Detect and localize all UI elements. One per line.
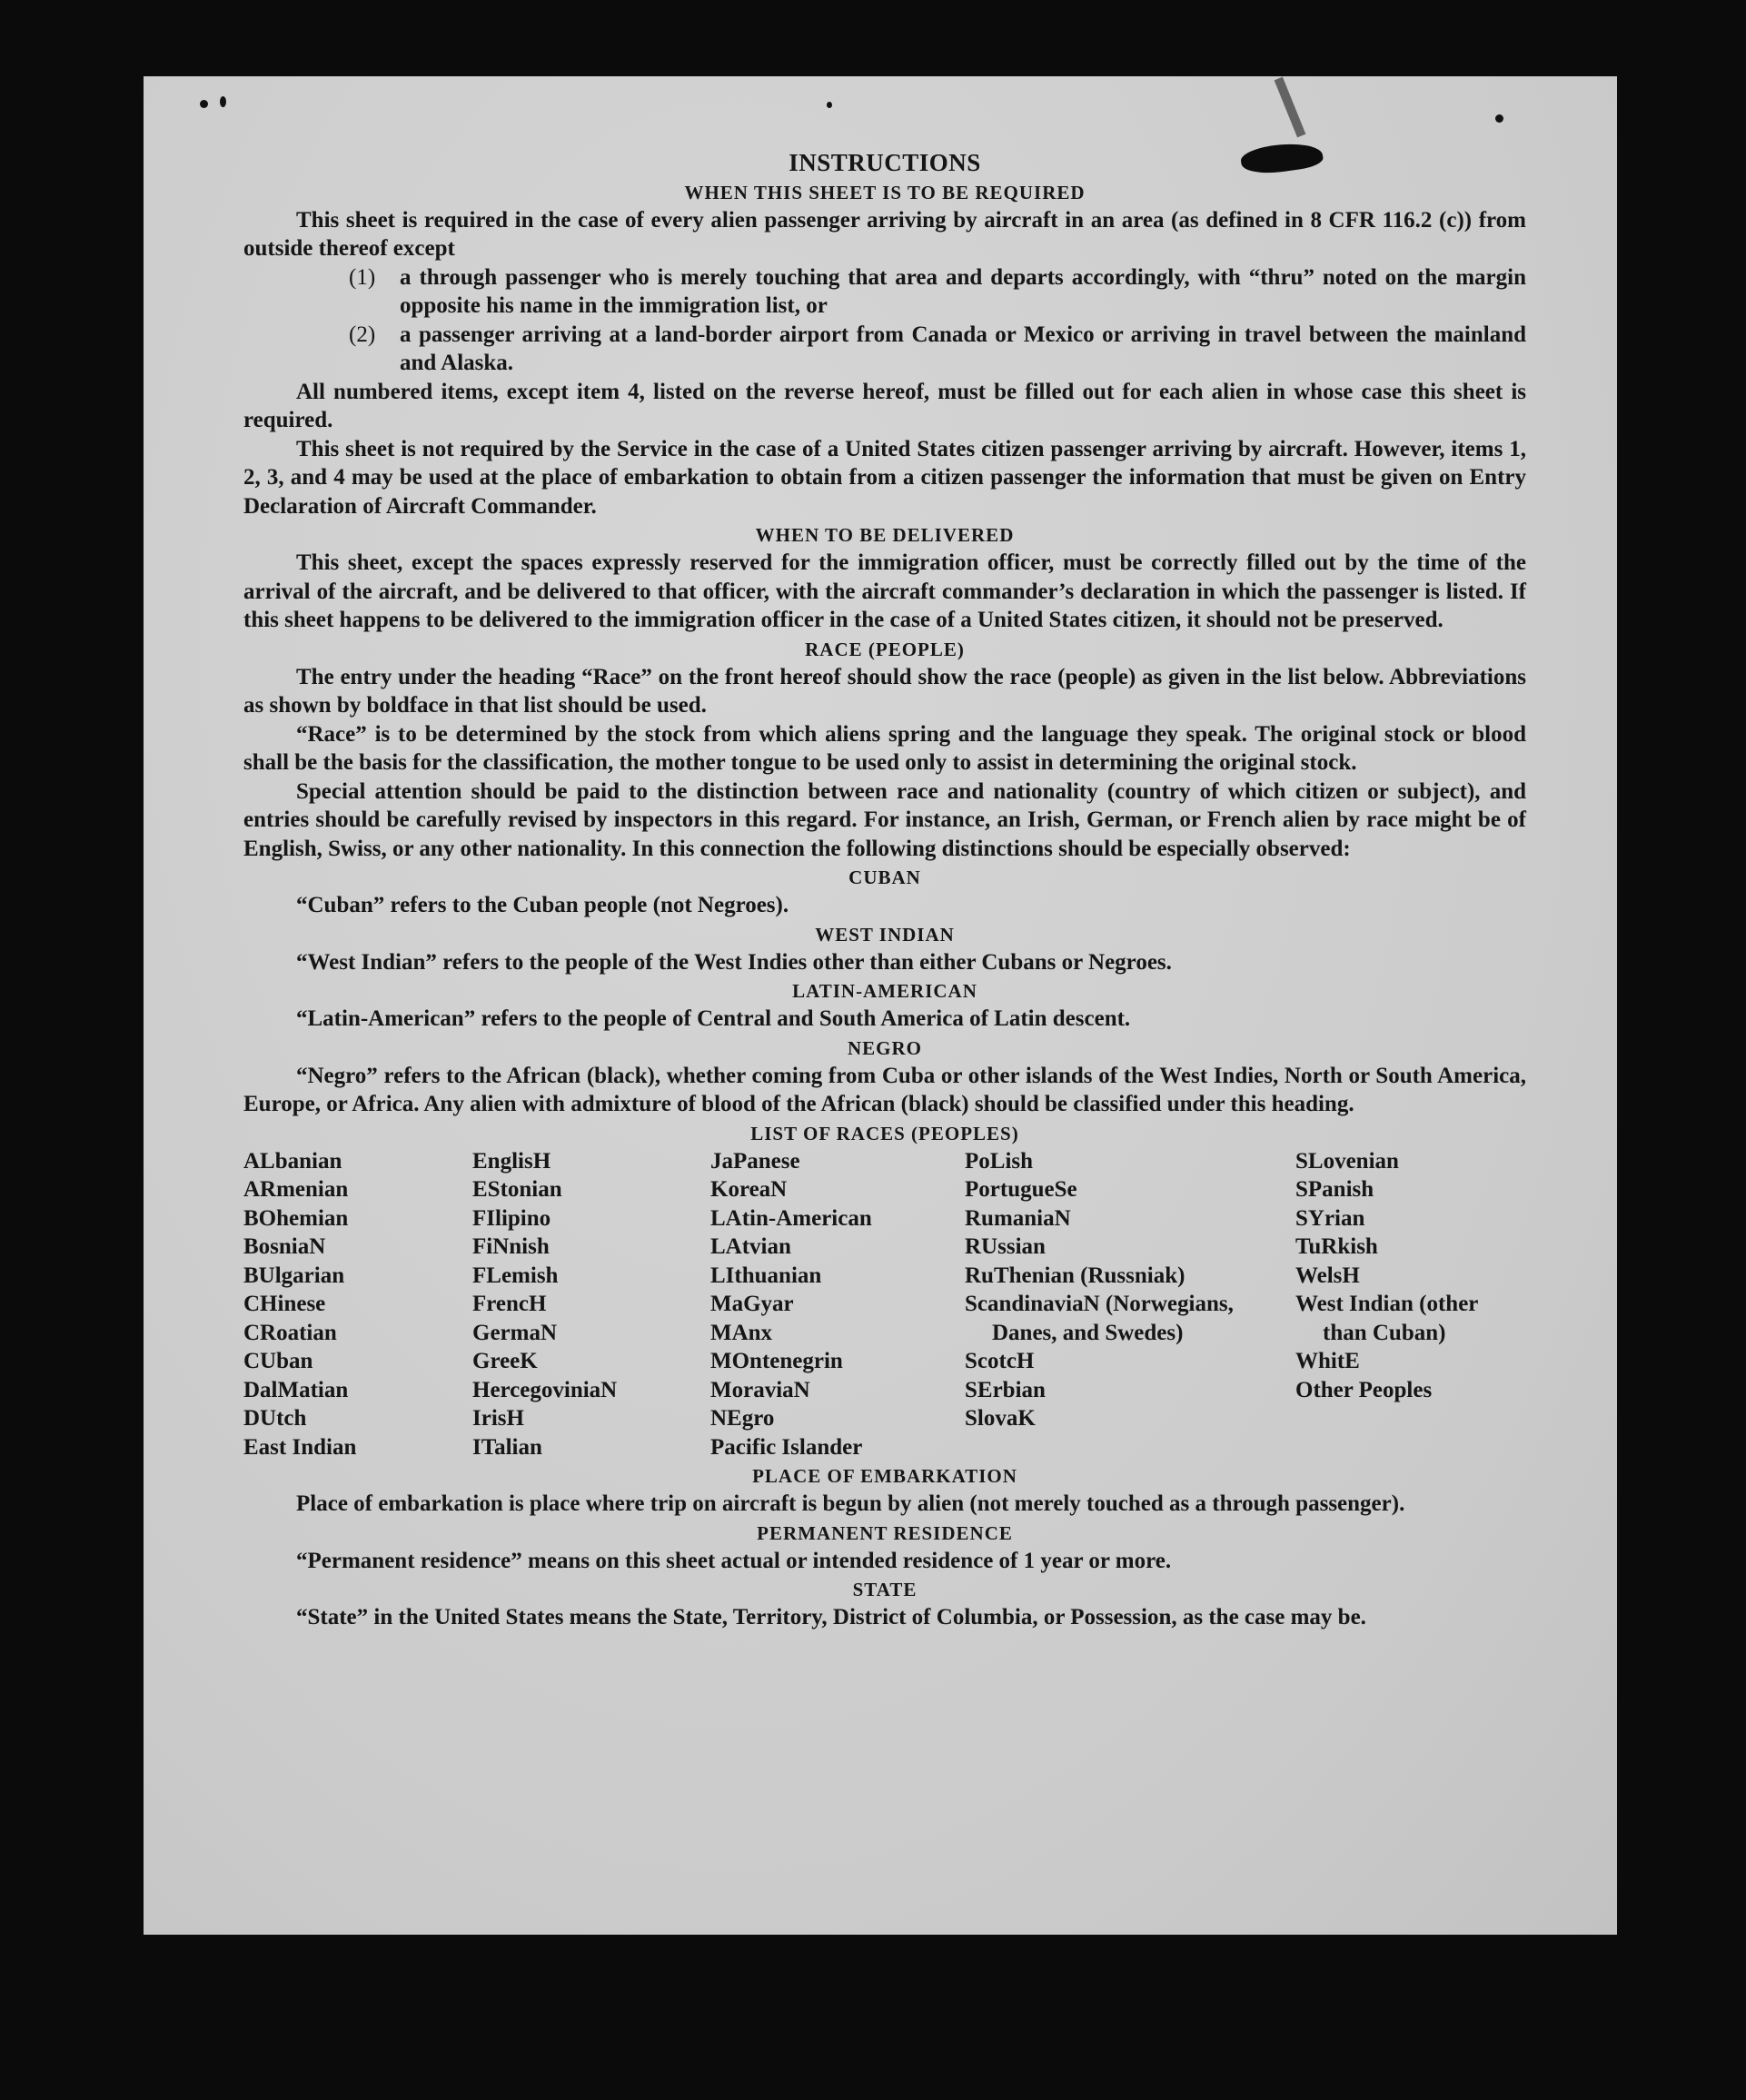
race-entry: Other Peoples — [1295, 1377, 1433, 1402]
section-heading-state: STATE — [852, 1579, 918, 1600]
race-entry: PortugueSe — [965, 1177, 1077, 1202]
paragraph: The entry under the heading “Race” on the front hereof should show the race (people) as given in the list below. Abbreviations as shown by boldface in that list should be used. — [243, 664, 1526, 718]
race-entry: MaGyar — [710, 1292, 794, 1316]
staple-mark — [1275, 77, 1306, 138]
race-entry: WelsH — [1295, 1263, 1360, 1288]
race-entry: KoreaN — [710, 1177, 788, 1202]
race-entry: West Indian (other than Cuban) — [1295, 1292, 1478, 1345]
race-entry: RuThenian (Russniak) — [965, 1263, 1185, 1288]
list-item — [243, 321, 1526, 378]
race-entry: ScandinaviaN (Norwegians, Danes, and Swedes) — [965, 1292, 1234, 1345]
race-entry: GreeK — [472, 1349, 538, 1373]
speck — [200, 100, 208, 108]
instructions-content — [243, 149, 1526, 1632]
race-entry: BosniaN — [243, 1234, 326, 1259]
race-entry: SLovenian — [1295, 1148, 1399, 1174]
race-entry: ARmenian — [243, 1177, 349, 1202]
race-entry: FLemish — [472, 1263, 559, 1288]
race-entry: MAnx — [710, 1320, 773, 1345]
races-column — [710, 1147, 965, 1462]
race-entry: JaPanese — [710, 1148, 800, 1174]
speck — [1495, 114, 1503, 123]
paragraph: “Race” is to be determined by the stock from which aliens spring and the language they speak. The original stock or blood shall be the basis for the classification, the mother tongue to be used only to assist in determining the original stock. — [243, 721, 1526, 775]
race-entry: BUlgarian — [243, 1263, 345, 1288]
race-entry: LAtin-American — [710, 1205, 872, 1231]
race-entry: ITalian — [472, 1434, 542, 1460]
race-entry: DUtch — [243, 1406, 307, 1431]
item-text: a passenger arriving at a land-border airport from Canada or Mexico or arriving in travel between the mainland and Alaska. — [400, 322, 1526, 375]
section-heading-latin-american: LATIN-AMERICAN — [792, 980, 977, 1002]
race-entry: DalMatian — [243, 1377, 349, 1402]
race-entry: NEgro — [710, 1406, 775, 1431]
races-column — [1295, 1147, 1526, 1462]
speck — [220, 96, 226, 107]
paragraph: “Cuban” refers to the Cuban people (not Negroes). — [296, 893, 789, 917]
paragraph: Place of embarkation is place where trip on aircraft is begun by alien (not merely touched as a through passenger). — [296, 1491, 1405, 1516]
race-entry: TuRkish — [1295, 1234, 1378, 1259]
race-entry: CHinese — [243, 1292, 326, 1316]
race-entry: East Indian — [243, 1434, 357, 1460]
paragraph: This sheet is required in the case of every alien passenger arriving by aircraft in an area (as defined in 8 CFR 116.2 (c)) from outside thereof except — [243, 207, 1526, 261]
race-entry: SErbian — [965, 1377, 1046, 1402]
race-entry: LAtvian — [710, 1234, 791, 1259]
race-entry: RumaniaN — [965, 1205, 1071, 1231]
section-heading-negro: NEGRO — [847, 1036, 922, 1059]
races-column — [472, 1147, 710, 1462]
race-entry: IrisH — [472, 1406, 524, 1431]
race-entry: MoraviaN — [710, 1377, 810, 1402]
section-heading-cuban: CUBAN — [848, 867, 921, 888]
race-entry: ALbanian — [243, 1148, 342, 1174]
section-heading-delivered: WHEN TO BE DELIVERED — [755, 524, 1015, 546]
race-entry: FrencH — [472, 1292, 547, 1316]
list-item — [243, 263, 1526, 321]
document-sheet — [144, 76, 1617, 1935]
race-entry: RUssian — [965, 1234, 1046, 1259]
section-heading-west-indian: WEST INDIAN — [815, 923, 955, 946]
race-entry: SPanish — [1295, 1177, 1374, 1202]
race-entry: FIlipino — [472, 1205, 551, 1231]
paragraph: “Latin-American” refers to the people of Central and South America of Latin descent. — [296, 1006, 1131, 1031]
race-entry: MOntenegrin — [710, 1349, 843, 1373]
race-entry: CUban — [243, 1349, 313, 1373]
race-entry: SYrian — [1295, 1205, 1365, 1231]
speck — [827, 102, 832, 108]
race-entry: Pacific Islander — [710, 1434, 863, 1460]
item-number: (2) — [349, 322, 376, 347]
paragraph: “West Indian” refers to the people of the West Indies other than either Cubans or Negroes. — [296, 949, 1172, 975]
race-entry: WhitE — [1295, 1349, 1360, 1373]
paragraph: “Permanent residence” means on this sheet actual or intended residence of 1 year or more. — [296, 1548, 1172, 1573]
races-list — [243, 1147, 1526, 1462]
races-column — [243, 1147, 472, 1462]
race-entry: CRoatian — [243, 1320, 337, 1345]
section-heading-required: WHEN THIS SHEET IS TO BE REQUIRED — [684, 181, 1086, 203]
paragraph: “State” in the United States means the State, Territory, District of Columbia, or Possession, as the case may be. — [296, 1605, 1366, 1629]
race-entry: ScotcH — [965, 1349, 1035, 1373]
page-title: INSTRUCTIONS — [789, 149, 981, 176]
race-entry: PoLish — [965, 1148, 1034, 1174]
race-entry: GermaN — [472, 1320, 558, 1345]
race-entry: LIthuanian — [710, 1263, 822, 1288]
race-entry: BOhemian — [243, 1205, 349, 1231]
section-heading-race: RACE (PEOPLE) — [805, 638, 965, 660]
races-column — [965, 1147, 1295, 1462]
paragraph: Special attention should be paid to the distinction between race and nationality (country of which citizen or subject), and entries should be carefully revised by inspectors in this regard. For instance, an Irish, German, or French alien by race might be of English, Swiss, or any other nationality. In this connection the following distinctions should be especially observed: — [243, 778, 1526, 861]
section-heading-embarkation: PLACE OF EMBARKATION — [752, 1465, 1017, 1487]
race-entry: HercegoviniaN — [472, 1377, 618, 1402]
race-entry: FiNnish — [472, 1234, 550, 1259]
section-heading-list-of-races: LIST OF RACES (PEOPLES) — [750, 1122, 1019, 1144]
race-entry: EnglisH — [472, 1148, 551, 1174]
item-text: a through passenger who is merely touching that area and departs accordingly, with “thru” noted on the margin opposite his name in the immigration list, or — [400, 264, 1526, 318]
item-number: (1) — [349, 264, 376, 290]
paragraph: All numbered items, except item 4, listed on the reverse hereof, must be filled out for each alien in whose case this sheet is required. — [243, 379, 1526, 432]
section-heading-residence: PERMANENT RESIDENCE — [757, 1521, 1013, 1544]
race-entry: EStonian — [472, 1177, 562, 1202]
paragraph: “Negro” refers to the African (black), whether coming from Cuba or other islands of the West Indies, North or South America, Europe, or Africa. Any alien with admixture of blood of the African (black) should be classified under this heading. — [243, 1063, 1526, 1116]
paragraph: This sheet is not required by the Service in the case of a United States citizen passenger arriving by aircraft. However, items 1, 2, 3, and 4 may be used at the place of embarkation to obtain from a citizen passenger the information that must be given on Entry Declaration of Aircraft Commander. — [243, 436, 1526, 519]
paragraph: This sheet, except the spaces expressly reserved for the immigration officer, must be correctly filled out by the time of the arrival of the aircraft, and be delivered to that officer, with the aircraft commander’s declaration in which the passenger is listed. If this sheet happens to be delivered to the immigration officer in the case of a United States citizen, it should not be preserved. — [243, 550, 1526, 632]
race-entry: SlovaK — [965, 1406, 1036, 1431]
